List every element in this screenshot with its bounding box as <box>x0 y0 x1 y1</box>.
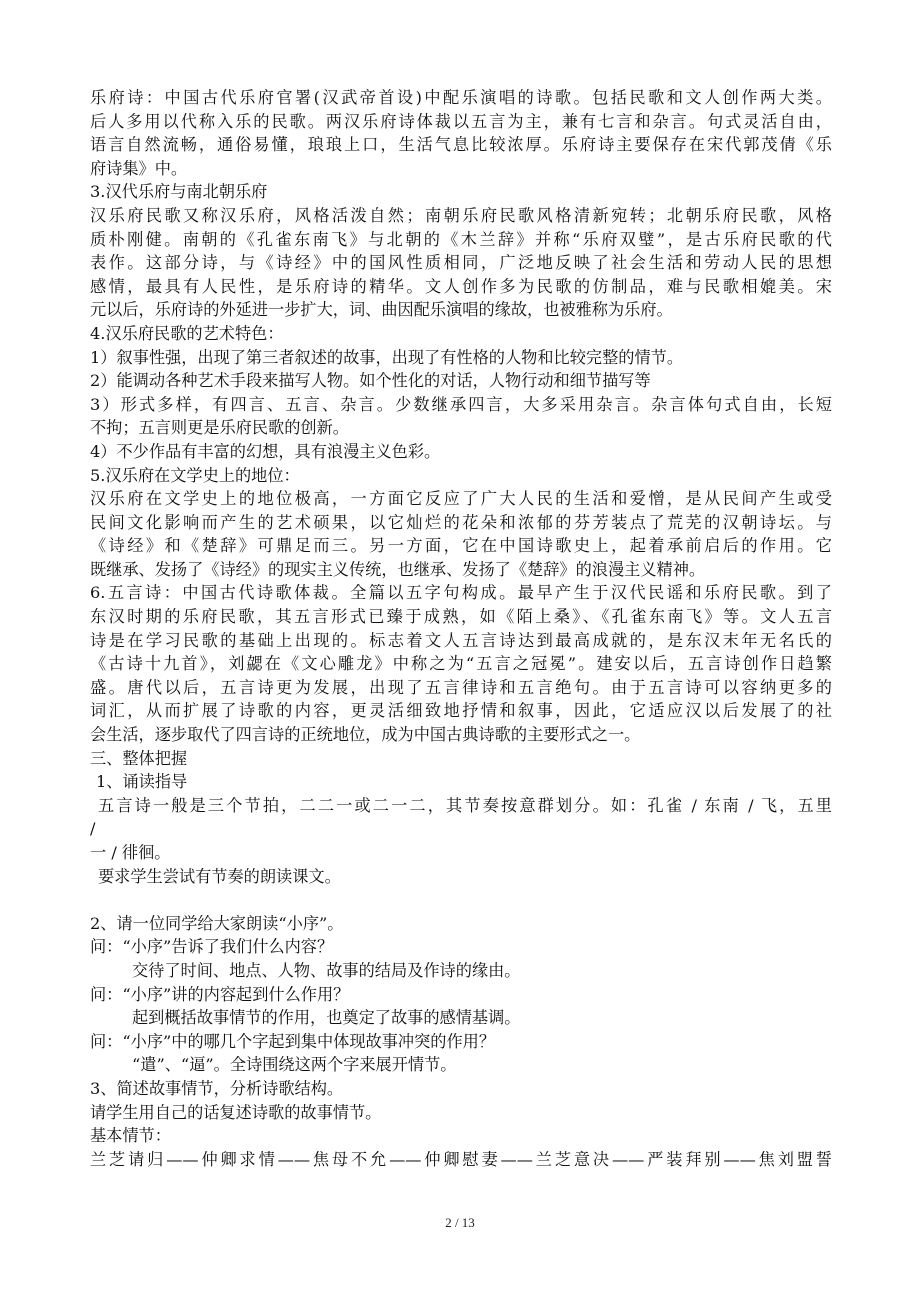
paragraph-line: 府诗集》中。 <box>90 158 188 178</box>
paragraph-line: 一 / 徘徊。 <box>90 843 171 862</box>
paragraph-line: 表作。这部分诗，与《诗经》中的国风性质相同，广泛地反映了社会生活和劳动人民的思想 <box>90 253 832 273</box>
paragraph-line: 感情，最具有人民性，是乐府诗的精华。文人创作多为民歌的仿制品，难与民歌相媲美。宋 <box>90 276 832 296</box>
paragraph-line: 词汇，从而扩展了诗歌的内容，更灵活细致地抒情和叙事，因此，它适应汉以后发展了的社 <box>90 701 832 721</box>
list-item: 1）叙事性强，出现了第三者叙述的故事，出现了有性格的人物和比较完整的情节。 <box>90 347 684 367</box>
section-heading: 三、整体把握 <box>90 748 188 768</box>
paragraph-line: 五言诗一般是三个节拍，二二一或二一二，其节奏按意群划分。如：孔雀 / 东南 / 飞，五里 <box>98 795 832 815</box>
subsection-heading: 2、请一位同学给大家朗读“小序”。 <box>90 913 344 933</box>
paragraph-line: 质朴刚健。南朝的《孔雀东南飞》与北朝的《木兰辞》并称“乐府双璧”，是古乐府民歌的代 <box>90 229 832 249</box>
paragraph-line: / <box>90 819 96 839</box>
document-body <box>90 86 832 1171</box>
paragraph-line: 请学生用自己的话复述诗歌的故事情节。 <box>90 1102 382 1122</box>
section-heading: 5.汉乐府在文学史上的地位： <box>90 465 300 485</box>
paragraph-line: 元以后，乐府诗的外延进一步扩大，词、曲因配乐演唱的缘故，也被雅称为乐府。 <box>90 300 673 320</box>
paragraph-line: 诗是在学习民歌的基础上出现的。标志着文人五言诗达到最高成就的，是东汉末年无名氏的 <box>90 630 832 650</box>
paragraph-line: 东汉时期的乐府民歌，其五言形式已臻于成熟，如《陌上桑》、《孔雀东南飞》等。文人五言 <box>90 607 832 627</box>
subsection-heading: 3、简述故事情节，分析诗歌结构。 <box>90 1078 344 1098</box>
paragraph-line: 《古诗十九首》，刘勰在《文心雕龙》中称之为“五言之冠冕”。建安以后，五言诗创作日趋繁 <box>90 654 832 674</box>
plot-sequence-line: 兰芝请归——仲卿求情——焦母不允——仲卿慰妻——兰芝意决——严装拜别——焦刘盟誓 <box>90 1149 832 1169</box>
paragraph-line: 语言自然流畅，通俗易懂，琅琅上口，生活气息比较浓厚。乐府诗主要保存在宋代郭茂倩《乐 <box>90 135 832 155</box>
answer-line: 起到概括故事情节的作用，也奠定了故事的感情基调。 <box>132 1008 521 1028</box>
answer-line: “遣”、“逼”。全诗围绕这两个字来展开情节。 <box>132 1055 457 1075</box>
paragraph-line: 汉乐府在文学史上的地位极高，一方面它反应了广大人民的生活和爱憎，是从民间产生或受 <box>90 489 832 509</box>
paragraph-line: 乐府诗：中国古代乐府官署(汉武帝首设)中配乐演唱的诗歌。包括民歌和文人创作两大类。 <box>90 88 832 107</box>
paragraph-line: 民间文化影响而产生的艺术硕果，以它灿烂的花朵和浓郁的芬芳装点了荒芜的汉朝诗坛。与 <box>90 512 832 532</box>
paragraph-line: 汉乐府民歌又称汉乐府，风格活泼自然；南朝乐府民歌风格清新宛转；北朝乐府民歌，风格 <box>90 205 832 225</box>
page-number: 2 / 13 <box>445 1215 475 1230</box>
list-item: 2）能调动各种艺术手段来描写人物。如个性化的对话，人物行动和细节描写等 <box>90 371 651 391</box>
paragraph-line: 基本情节： <box>90 1126 171 1146</box>
section-heading: 3.汉代乐府与南北朝乐府 <box>90 182 268 202</box>
list-item: 3）形式多样，有四言、五言、杂言。少数继承四言，大多采用杂言。杂言体句式自由，长短 <box>90 394 832 414</box>
question-line: 问：“小序”中的哪几个字起到集中体现故事冲突的作用？ <box>90 1031 496 1051</box>
list-item-continuation: 不拘；五言则更是乐府民歌的创新。 <box>90 418 349 438</box>
answer-line: 交待了时间、地点、人物、故事的结局及作诗的缘由。 <box>132 960 521 980</box>
paragraph-line: 后人多用以代称入乐的民歌。两汉乐府诗体裁以五言为主，兼有七言和杂言。句式灵活自由， <box>90 111 832 131</box>
question-line: 问：“小序”讲的内容起到什么作用？ <box>90 984 350 1004</box>
paragraph-line: 会生活，逐步取代了四言诗的正统地位，成为中国古典诗歌的主要形式之一。 <box>90 725 641 745</box>
subsection-heading: 1、诵读指导 <box>96 772 188 792</box>
paragraph-line: 《诗经》和《楚辞》可鼎足而三。另一方面，它在中国诗歌史上，起着承前启后的作用。它 <box>90 536 832 556</box>
section-heading: 4.汉乐府民歌的艺术特色： <box>90 323 284 343</box>
list-item: 4）不少作品有丰富的幻想，具有浪漫主义色彩。 <box>90 441 441 461</box>
blank-line <box>90 888 832 912</box>
question-line: 问：“小序”告诉了我们什么内容？ <box>90 937 334 957</box>
paragraph-line: 既继承、发扬了《诗经》的现实主义传统，也继承、发扬了《楚辞》的浪漫主义精神。 <box>90 559 706 579</box>
paragraph-line: 要求学生尝试有节奏的朗读课文。 <box>98 866 341 886</box>
paragraph-line: 盛。唐代以后，五言诗更为发展，出现了五言律诗和五言绝句。由于五言诗可以容纳更多的 <box>90 677 832 697</box>
paragraph-line: 6.五言诗：中国古代诗歌体裁。全篇以五字句构成。最早产生于汉代民谣和乐府民歌。到了 <box>90 583 832 603</box>
